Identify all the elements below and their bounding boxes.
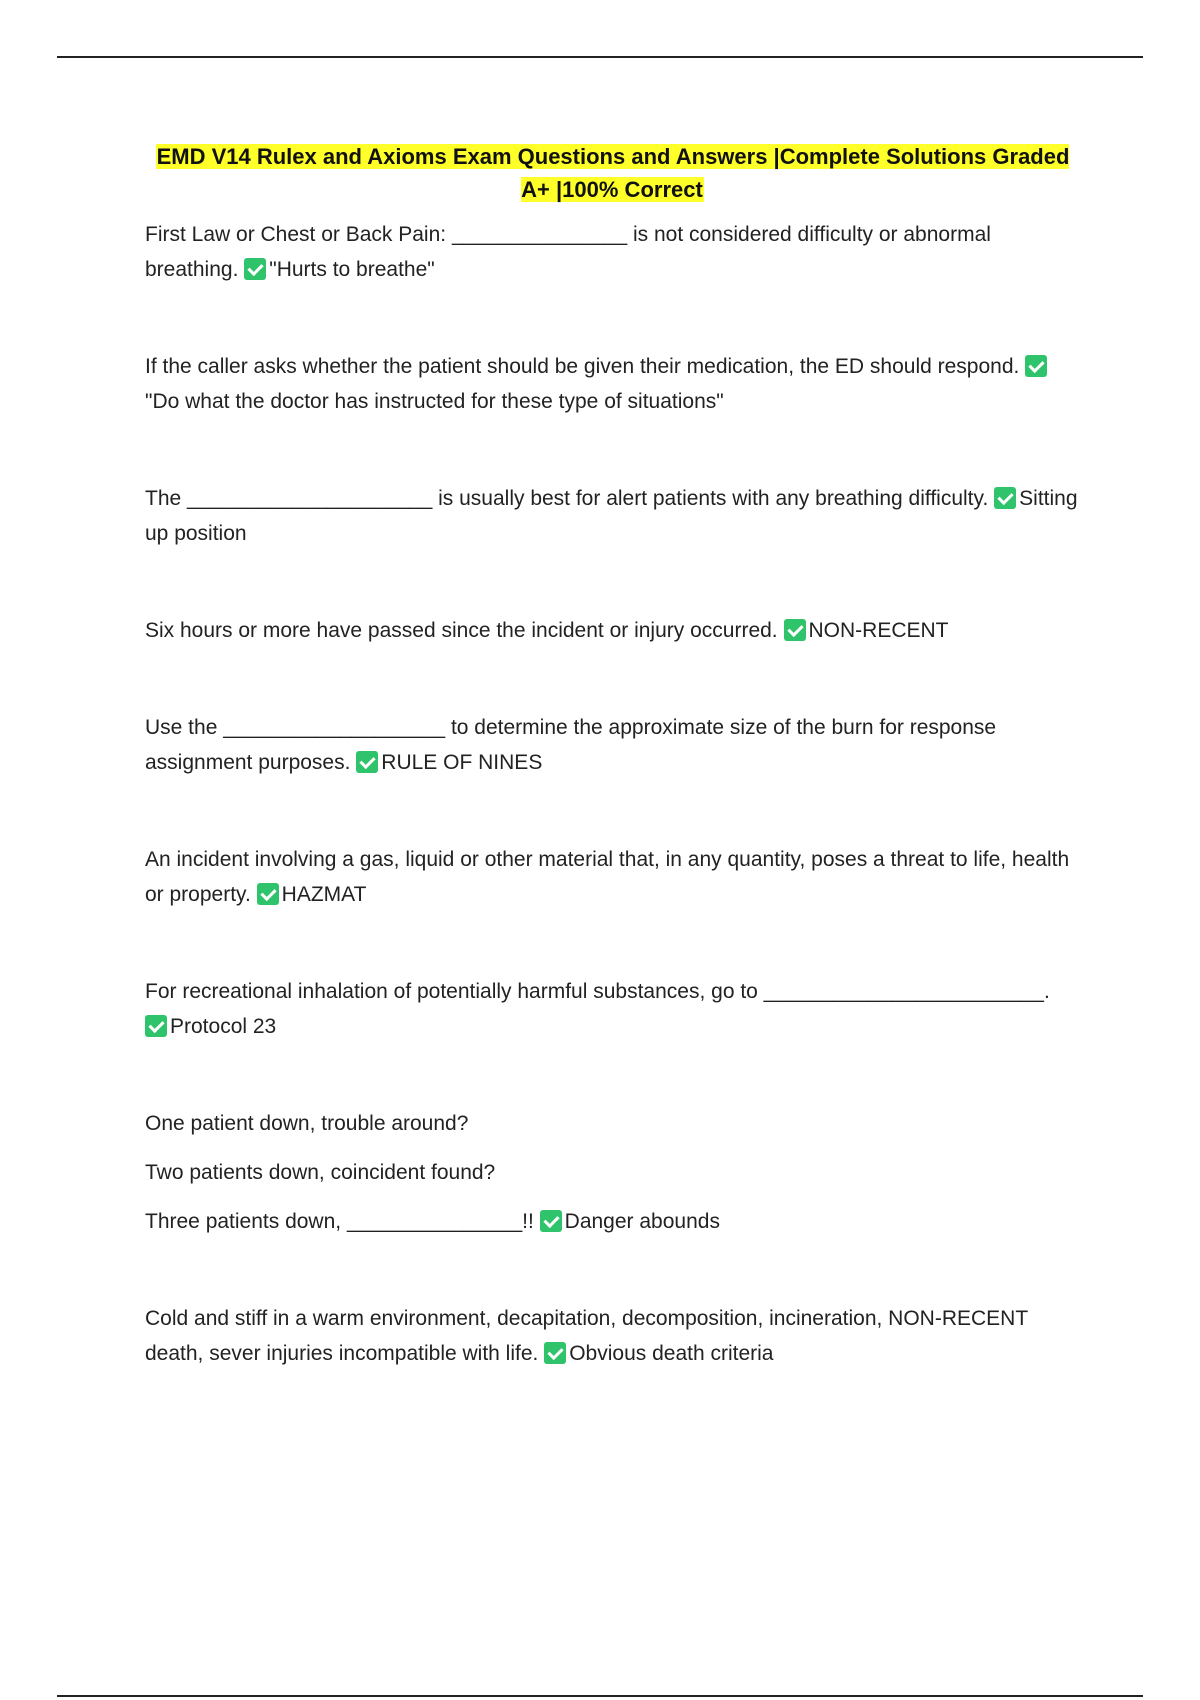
check-mark-icon xyxy=(784,619,806,641)
check-mark-icon xyxy=(356,751,378,773)
answer-text: HAZMAT xyxy=(281,883,367,906)
question-text: An incident involving a gas, liquid or other material that, in any quantity, poses a threat to life, health or property. xyxy=(145,848,1070,906)
check-mark-icon xyxy=(994,487,1016,509)
answer-text: NON-RECENT xyxy=(808,619,949,642)
question-text: First Law or Chest or Back Pain: _______________ is not considered difficulty or abnormal breathing. xyxy=(145,223,991,281)
qa-item-5 xyxy=(145,710,1080,780)
answer-text: Protocol 23 xyxy=(170,1015,277,1038)
qa-item-4 xyxy=(145,613,1080,648)
bottom-rule xyxy=(57,1695,1143,1697)
qa-item-8-line-3 xyxy=(145,1204,1080,1239)
check-mark-icon xyxy=(257,883,279,905)
question-text: Use the ___________________ to determine the approximate size of the burn for response assignment purposes. xyxy=(145,716,997,774)
answer-text: "Hurts to breathe" xyxy=(269,258,435,281)
title-highlight: EMD V14 Rulex and Axioms Exam Questions and Answers |Complete Solutions Graded A+ |100% Correct xyxy=(156,144,1070,202)
answer-text: Danger abounds xyxy=(564,1210,720,1233)
qa-item-8-line-2: Two patients down, coincident found? xyxy=(145,1161,496,1184)
question-text: The _____________________ is usually best for alert patients with any breathing difficulty. xyxy=(145,487,989,510)
answer-text: Obvious death criteria xyxy=(569,1342,774,1365)
check-mark-icon xyxy=(544,1342,566,1364)
check-mark-icon xyxy=(244,258,266,280)
check-mark-icon xyxy=(1025,355,1047,377)
check-mark-icon xyxy=(540,1210,562,1232)
question-text: For recreational inhalation of potentially harmful substances, go to ________________________. xyxy=(145,980,1050,1003)
qa-item-6 xyxy=(145,842,1080,912)
top-rule xyxy=(57,56,1143,58)
qa-item-8-line-1: One patient down, trouble around? xyxy=(145,1112,469,1135)
answer-text: Sitting up position xyxy=(145,487,1078,545)
question-text: If the caller asks whether the patient should be given their medication, the ED should respond. xyxy=(145,355,1020,378)
answer-text: RULE OF NINES xyxy=(381,751,543,774)
qa-item-2 xyxy=(145,349,1080,419)
answer-text: "Do what the doctor has instructed for these type of situations" xyxy=(145,390,724,413)
question-text: Cold and stiff in a warm environment, decapitation, decomposition, incineration, NON-RECENT death, sever injuries incompatible with life. xyxy=(145,1307,1028,1365)
check-mark-icon xyxy=(145,1015,167,1037)
qa-item-1 xyxy=(145,217,1080,287)
qa-item-3 xyxy=(145,481,1080,551)
question-text: Three patients down, _______________!! xyxy=(145,1210,534,1233)
document-title xyxy=(145,140,1080,206)
page-content xyxy=(145,140,1080,1371)
qa-item-7 xyxy=(145,974,1080,1044)
question-text: Six hours or more have passed since the incident or injury occurred. xyxy=(145,619,778,642)
qa-item-9 xyxy=(145,1301,1080,1371)
